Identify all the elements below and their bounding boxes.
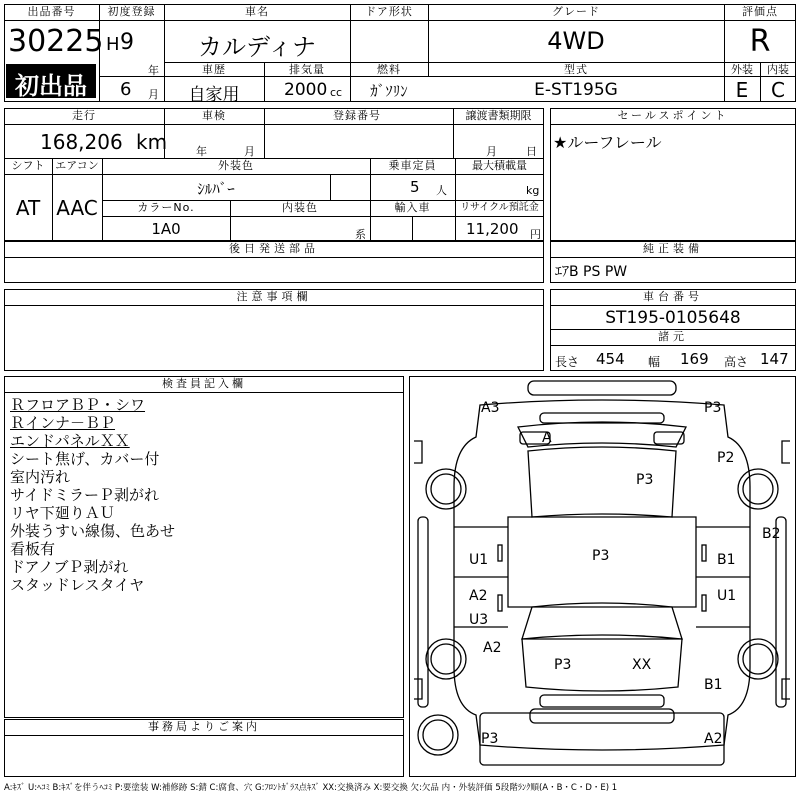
note-6: サイドミラーＰ剥がれ [10,486,159,504]
int-color-label: 内装色 [282,201,318,214]
grade-value: 4WD [547,27,605,55]
sales-point-value: ★ルーフレール [553,133,662,152]
note-9: 看板有 [10,540,56,558]
lot-label: 出品番号 [27,5,76,18]
mark-right-rear-door-2: B1 [717,552,736,568]
import-label: 輸入車 [394,201,431,214]
color-no-label: カラーNo. [137,201,195,214]
displacement-unit: cc [330,86,343,99]
displacement-value: 2000 [284,80,328,100]
max-load-label: 最大積載量 [472,159,527,172]
mark-roof: P3 [636,472,654,488]
inspection-month-unit: 月 [244,145,255,158]
car-outline [410,377,794,775]
note-11: スタッドレスタイヤ [10,576,145,594]
mark-hood-left: P3 [554,657,572,673]
aircon-value: AAC [56,196,98,220]
mark-rear-left: A3 [481,400,500,416]
legend: A:ｷｽﾞ U:ﾍｺﾐ B:ｷｽﾞを伴うﾍｺﾐ P:要塗装 W:補修跡 S:錆 C:腐食、穴 G:ﾌﾛﾝﾄｶﾞﾗｽ点ｷｽﾞ XX:交換済み X:要交換 欠:欠品 内・外装評価 5段階ﾗﾝｸ順(A・B・C・D・E) 1 [4,783,618,793]
note-2: Ｒインナ－ＢＰ [10,414,116,432]
sales-point-block [550,108,796,241]
mileage-label: 走行 [72,109,96,122]
transfer-month-unit: 月 [486,145,497,158]
max-load-unit: kg [526,184,540,197]
rating-int-label: 内装 [767,63,789,76]
specs-length: 454 [596,350,625,368]
inspector-notes [10,396,400,594]
inspector-label: 検査員記入欄 [162,377,246,390]
specs-width: 169 [680,350,709,368]
caution-label: 注意事項欄 [236,290,312,303]
door-label: ドア形状 [365,5,413,18]
mark-hood-right: XX [632,657,652,673]
mark-front-right: A2 [704,731,723,747]
specs-height-label: 高さ [724,355,749,369]
recycle-label: リサイクル預託金 [460,202,539,213]
first-reg-month-unit: 月 [148,88,159,101]
office-label: 事務局よりご案内 [148,720,260,733]
car-name: カルディナ [197,33,317,61]
fuel-value: ｶﾞｿﾘﾝ [370,82,408,100]
ext-color-label: 外装色 [218,159,254,172]
model-value: E-ST195G [534,80,618,100]
int-color-unit: 系 [355,228,366,241]
inspection-label: 車検 [202,109,226,122]
shift-value: AT [15,196,41,220]
specs-width-label: 幅 [648,355,661,369]
ext-color-value: ｼﾙﾊﾞｰ [197,180,235,198]
later-parts-label: 後日発送部品 [229,242,319,255]
car-name-label: 車名 [245,5,269,18]
rating-ext-value: E [735,78,749,102]
history-label: 車歴 [202,63,226,76]
chassis-value: ST195-0105648 [605,308,741,328]
history-value: 自家用 [188,85,240,105]
note-7: リヤ下廻りＡＵ [10,504,115,522]
chassis-label: 車台番号 [643,290,703,303]
specs-length-label: 長さ [555,355,580,369]
mark-left-fender: A2 [483,640,502,656]
color-no-value: 1A0 [151,220,181,238]
note-1: ＲフロアＢＰ・シワ [10,396,146,414]
note-4: シート焦げ、カバー付 [10,450,160,468]
note-5: 室内汚れ [10,468,71,486]
rating-label: 評価点 [742,5,778,18]
lot-number: 30225 [8,24,104,59]
first-reg-year: 9 [120,30,134,55]
mark-right-quarter: B2 [762,526,781,542]
mark-rear-glass: A [542,430,552,446]
recycle-unit: 円 [530,228,541,241]
first-reg-month: 6 [120,79,132,100]
transfer-day-unit: 日 [526,145,537,158]
specs-label: 諸元 [658,330,688,343]
car-diagram [409,376,796,777]
first-reg-year-unit: 年 [148,64,159,77]
note-3: エンドパネルＸＸ [10,432,130,450]
model-label: 型式 [564,63,588,76]
note-8: 外装うすい線傷、色あせ [10,522,176,540]
reg-no-label: 登録番号 [333,109,381,122]
equipment-value: ｴｱB PS PW [555,264,628,280]
equipment-label: 純正装備 [643,242,703,255]
mark-front-left: P3 [481,731,499,747]
sales-point-label: セールスポイント [617,109,729,122]
specs-height: 147 [760,350,789,368]
first-reg-era: H [106,34,120,55]
mark-rear-right: P3 [704,400,722,416]
inspection-year-unit: 年 [196,145,207,158]
mark-center: P3 [592,548,610,564]
mark-right-rear-door: P2 [717,450,735,466]
grade-label: グレード [552,5,600,18]
aircon-label: エアコン [55,159,99,172]
displacement-label: 排気量 [289,63,325,76]
fuel-label: 燃料 [377,63,401,76]
rating-value: R [749,24,771,59]
mark-right-front: B1 [704,677,723,693]
note-10: ドアノブＰ剥がれ [10,558,129,576]
first-reg-label: 初度登録 [107,5,156,18]
capacity-label: 乗車定員 [388,159,437,172]
transfer-label: 譲渡書類期限 [465,109,532,122]
mark-left-rear-door: U1 [469,552,489,568]
recycle-value: 11,200 [466,220,519,238]
mileage-value: 168,206 [40,130,123,154]
mark-right-front-door: U1 [717,588,737,604]
rating-ext-label: 外装 [731,63,753,76]
mark-left-front-door: A2 [469,588,488,604]
capacity-value: 5 [410,178,420,196]
capacity-unit: 人 [436,184,447,197]
mileage-unit: km [136,130,168,154]
rating-int-value: C [771,78,785,102]
first-listing-label: 初出品 [15,72,87,100]
mark-left-front-door-2: U3 [469,612,489,628]
shift-label: シフト [11,159,45,172]
